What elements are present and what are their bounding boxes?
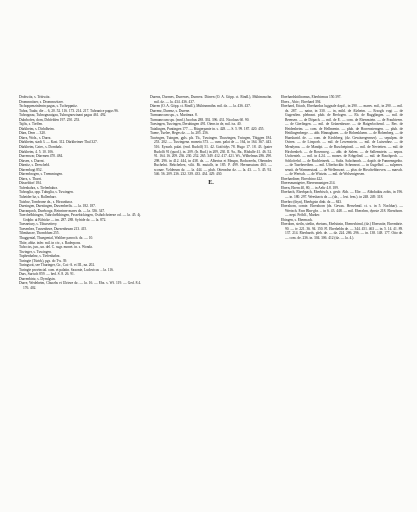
index-entry: Eberhard, Ettach, Eberhardus luggzale dapif., in 290. — mares. mil., in 290. — mil. dz. 287. — natur, in 330. — in, mihl. de Alzheim. — Ersogls vogt — de Gugenfien. plebnsnt. plub. de Berfogen. — Eb. de Rugglingen. — mil. de Beensen. — de Döpach. — mil. de E. — com. de Ebennstein. — de Frauhivern. — de Gierlingen. — mil. de Grünenbezze. — de Haigerlochend. — Bec. de Heidenheim. — com. de Hellmentn. — plub. de Horrensterngen. — plub. de Hettlingenberge. — abb. Hinnaghaen. — de Hohenklaem. — de Hohenberg. — de Hunsbartd. de. — com. de Kirchberg. (dz. Gewäsergernser). — sepulpns. de Ostren. — de Lirsporb. — mil. de Lewenstein. — mil. de Luisenhez. — de Mendyma. — de Mandpt. — de Ruschetpinstl. — mil. de Nevtetten. — mil. de Hirchenheh. — de Rosenweg. — abb. de Salem. — de Sallemstein. — nepos. Uschenteh. — mil. in 4.24. — mones. de Erhgelind. — mil. de Ruschpech. — Schlofrehd. — de Ruchletneek. — Sultz. Salschmnh. — dapifr. de Fannenngetho. — de Tusebereiben. — mil. Ufterhockhr. Schennrot. — in Gugelhof. — sulpenes. sesnit. de Warmerutaal. — de Wellenwart. — plsn. de Hirschebbroven. — marsch. — de Wertsch. — de Wistzin. — mil. de Wolsenigersen. [281,104,403,177]
index-entry: Thuggental, Thuegental, Walther parroch. dz. — 10. [19,235,94,240]
index-entry: Turingsott, see Thuringer, Gr., Cat.-A. et III., na. 202. [19,263,95,268]
index-entry: Dürn, Dern ... 320. [19,131,46,136]
index-entry: Durens, Durrnes, Durrenes, Durnerz. Dürren (O. A. Göpp. ct. Rindl.), Mühtmnschn. mil. dz. — la. 434. 436. 437. [150,95,272,104]
index-entry: Dürkheim, 4. 5. 10. 106. [19,149,54,154]
index-entry: Durrenbirtz, s. Dyrnlgstn. [19,276,56,281]
index-entry: Ebern, Ebern 40, 80, ... in Aeltr 4.8. 189. [281,185,339,190]
index-entry: Tutalingen, Puntingen 177. — Bürgerpanie in. s. 428. — S. 5. 99. 187. 420. 455. [150,126,265,131]
index-entry: Tuhroglia, opp. Tuhrglia, s. Tuwingen. [19,190,74,195]
index-entry: Ebers., Abiv.; Eberhard 394. [281,99,322,104]
index-entry: Tihmhacze, Thombfum 255. [19,231,60,236]
index-entry: Dürkheim, stadt 3. — Kast. 312. Dürkheimer Thal 327. [19,140,98,145]
index-entry: Dürrenbogt 852. [19,167,43,172]
index-entry: Dürkheim, s. Dirhdheim. [19,126,55,131]
index-entry: Duesingen, Duestingen, Duwenberlis. — la. 182. 187. [19,204,96,209]
index-entry: Tuhcciss, jun., un. del. C. sugr. monet. in. s. Wonda. [19,245,93,250]
index-entry: Drommnitzer, s. Drommwitzer. [19,99,64,104]
index-entry: Tajfis, s. Tieffen. [19,122,43,127]
index-entry: Drohwitz, s. Trittwitz. [19,95,51,99]
index-entry: Tuwingen, Tuingen, gpls. pls. Tb., Tuwingen. Thuwingen, Twingen, Thiggen 184. 253. 202. — Tuwingenz. moneta 373. — cum. palat de — 164, in 164. 367. 443. 516. Eyzurh. palat. (end. Rudolf) 51. 42. Gotfridys 78. Hugo 17. 18. 43. (pater Rudolfi 91 (quod.), in. 209. (Ir. Bud.) in 209, 230. II. 9a., Bz., Rhdulfe 41. 46. 52. 91. 164. 16. 209. 236. 230. 232. 265. 349. 412. 417. 421. Wi., Wilhelmus 286. 290. 298. 296. in 412. 444, in 438. dz. — Albertus et Mnupn, Bodwaerhs, Obensdes Ruchelni. Bekchelrez, vilit. Bi. mutallr, in 185. P. 499. Herransstum 463. — sconae. Vzlderum dz. — la. 444. — plub. Ottensdsn dz. — la. 43. — 5. 45. 92. 546. 56. 209. 236. 232. 339. 433. 434. 429. 430. [150,135,272,177]
index-entry: Eberbach, Eberbpach, Eberbisch, s. gesfr. Abb. — Elte. — Abbdutkiu zobis, in 196. — in. 180. 297. Weesbacts dz — (dz., ... lest. fem.). in 248. 249. 318. [281,190,403,200]
index-entry: Dürnitz, s. Drescheld. [19,163,50,168]
index-entry: Tschoppenzinlentn pagus, s. Tscheppnitz. [19,104,78,109]
index-entry: Turmunrcum sps., s. Martimra. 8. [150,113,198,118]
index-entry: Thite, abbz. infer. mil. in civ., s. Raderpons. [19,240,82,245]
index-entry: Durrenz, Durenz, s. Durene. [150,108,191,113]
index-entry: Eberzhorn, comte. Eberzhorn (dz. Gewas. Hersehmtl. ct. s. in 5. Nochbar). — Wertsch. Ewn Bhn-gbr. ... in 6. 43. 448. — mil. Eberzhrn, dynste 218. Eberzhorn. — nept. Fröhlf., Marker. [281,204,403,218]
index-entry: Dürrz, Wolz., s. Durrz. [19,135,52,140]
index-entry: Tuerchelbhingen, Tuhrchelbhingen, Pzssebickingen, Ostholchrieeze od. — la. 45. 4j. Grdphr. at Bifricke — im. 287. 288. Syfride dz. — la. 872. [19,213,141,222]
index-entry: Tuesingen, Tuwingen, Deruhingen 491. Otens in de, mil. iss. 40. [150,122,242,127]
index-entry: Eberdorn, stetln, stetlin, ebetuns, Ebelsttnin, Ebenesbirnd, (dz.) Ebersnite, Ebermbrie. 90. — iv. 221. 36. 94. 150. Fl. Eberheldn de. — 344. 451. 463 — in. 5. 14. 41. 89. 137. 214. Eberhards. pleb. de. — dz. 224. 286. 296. — in. 138. 148. 177. Otto de. — com. de. 236. in. 304. 306. 412 (dz. — la. 4.). [281,222,403,240]
index-entry: Duhrhofen, dorn, Drhfelden 197. 250. 253. [19,117,81,122]
index-entry: Tuesenhez, Tussenheze, Duesenhezan 213. 415. [19,226,88,231]
index-entry: Turingie (Türirk), pgs. do T-u. 39. [19,258,68,263]
index-entry: Tuene, Tuelee, Heges dz. — la. 205. 256. [150,131,209,136]
index-entry: Dürren (O. A. Göpp. ct. Rindl.), Mühtsmmthn. mil. dz. — la. 436. 437. [150,104,251,109]
index-entry: Tiwinger, s. Tuwingen. [19,249,52,254]
index-entry: Tuesnetury, s. Tihursettery. [19,222,58,227]
index-entry: Eberhardshttltramus, Eberhtrmus 150.397. [281,95,342,99]
index-entry: Durre, Wedeheim, Churzhs et Ulrieze dz. — la. 16. — Ebz. s. Wf. 119. — Ged. 8.4. 176. 402. [19,281,141,290]
section-letter-heading: E. [208,179,214,186]
index-column-3 [281,95,403,291]
index-entry: Dürrenbrogen, s. Tremmingen. [19,172,63,177]
index-column-1 [19,95,141,291]
index-entry: Tuheider bz, s. Ballenbarr. [19,195,57,200]
index-entry: Turmunrcum sps. (mrd.) Jacobus 288. 392. 396. 431. Nicolaus 60. 90. [150,117,250,122]
index-entry: Tuhra, Tuahr, die ... 6, 20. 52. 116. 173. 214. 217. Tuhranice pagus 96. [19,108,119,113]
index-entry: Durs, Surtsch 859. — bed. S. 8. 26. 91. [19,272,75,277]
index-entry: Tuisbrz, Tombrone dz., s. Hirsunbacz. [19,199,74,204]
index-entry: Eberhardiner, Eberchino 422. [281,176,323,181]
index-columns [19,95,403,291]
index-entry: Tuphenbahrz, s. Tiefenbahrz. [19,254,61,259]
index-entry: Düsseldorf 184. [19,181,42,186]
index-entry: Durrenwar, Dürrmen 470. 484. [19,154,64,159]
index-entry: Dürrz, s. Tharrt. [19,176,42,181]
index-entry: Tufenbahrz, s. Tiefenbahrz. [19,185,58,190]
index-entry: Ebingen, s. Ebermack. [281,217,314,222]
index-entry: Dürsen, s. Durrnt. [19,158,45,163]
index-entry: Durranpoch, Durrborgz, Reinrinre mares dz. — la. 336. 347. [19,208,105,213]
index-entry: Dürkheim, Cater., s. Dornbalz. [19,145,63,150]
index-column-2 [150,95,272,291]
index-entry: Eberbro (thyn), Eberbgstn dinb. dz — 843. [281,199,342,204]
index-entry: Tuhrognau, Tuhrognauigau, Tuhrognowinani pagus 461. 492. [19,113,107,118]
index-entry: Turingie provincial. com. et palatin. Saxonie, Ludovicus ... la. 116. [19,267,114,272]
index-entry: Eberesmantgeter, Eberesmantgen 214. [281,181,336,186]
